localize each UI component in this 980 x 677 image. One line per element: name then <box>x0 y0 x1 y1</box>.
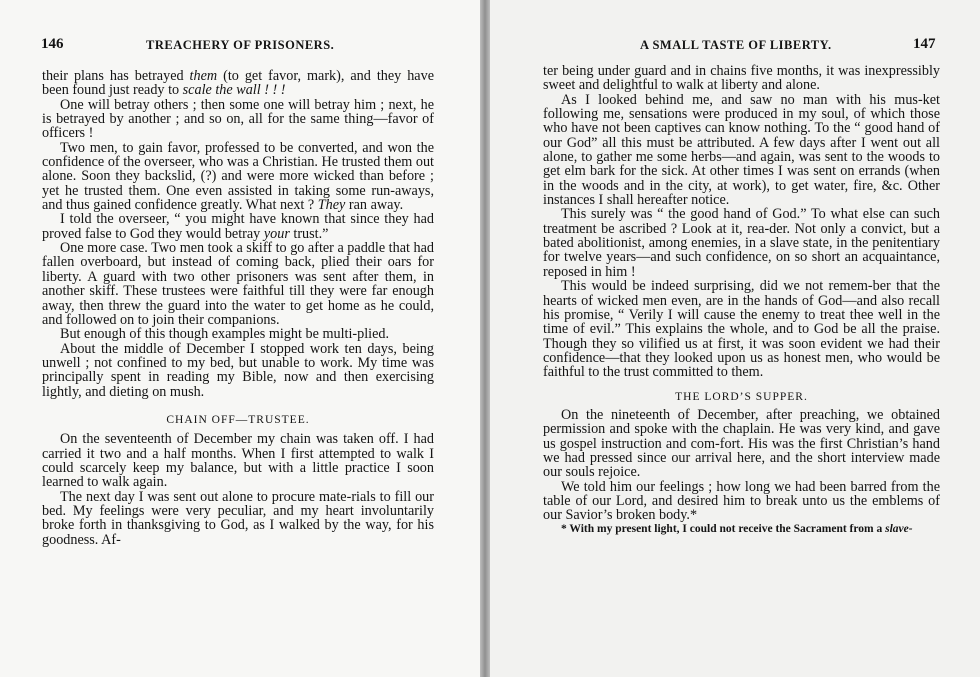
right-page-text <box>543 64 940 536</box>
paragraph: This surely was “ the good hand of God.” To what else can such treatment be ascribed ? Look at it, rea-der. Not only a convict, but a bated abolitionist, among enemies, in a slave state, in the penitentiary for twelve years—and such confidence, on so short an acquaintance, reposed in him ! <box>543 206 940 280</box>
paragraph: This would be indeed surprising, did we not remem-ber that the hearts of wicked men even, are in the hands of God—and also recall his promise, “ Verily I will cause the enemy to treat thee well in the time of evil.” This explains the whole, and to God be all the praise. Though they so vilified us at first, it was soon evident we had their confidence—that they looked upon us as honest men, who would be faithful to the trust committed to them. <box>543 278 940 381</box>
paragraph: On the nineteenth of December, after preaching, we obtained permission and spoke with the chaplain. He was very kind, and gave us gospel instruction and com-fort. His was the first Christian’s hand we had pressed since our arrival here, and the short interview made our souls rejoice. <box>543 406 940 481</box>
paragraph: We told him our feelings ; how long we had been barred from the table of our Lord, and desired him to break unto us the emblems of our Savior’s broken body.* <box>543 478 940 524</box>
paragraph: ter being under guard and in chains five months, it was inexpressibly sweet and delightful to walk at liberty and alone. <box>543 63 940 94</box>
book-gutter <box>480 0 490 677</box>
paragraph: Two men, to gain favor, professed to be converted, and won the confidence of the overseer, who was a Christian. He trusted them out alone. Soon they backslid, (?) and were more wicked than before ; yet he trusted them. One even assisted in taking some run-aways, and thus gained confidence greatly. What next ? They ran away. <box>42 139 434 214</box>
paragraph: One more case. Two men took a skiff to go after a paddle that had fallen overboard, but instead of coming back, plied their oars for liberty. A guard with two other prisoners was sent after them, in another skiff. These trustees were faithful till they were far enough away, then threw the guard into the water to get home as he could, and followed on to join their companions. <box>42 240 434 328</box>
paragraph: their plans has betrayed them (to get favor, mark), and they have been found just ready to scale the wall ! ! ! <box>42 68 434 99</box>
paragraph: But enough of this though examples might be multi-plied. <box>60 326 390 343</box>
running-head-right: A SMALL TASTE OF LIBERTY. <box>640 38 832 52</box>
page-number-left: 146 <box>41 36 64 52</box>
left-page-text <box>42 69 434 547</box>
footnote: * With my present light, I could not receive the Sacrament from a slave- <box>561 522 913 535</box>
paragraph: As I looked behind me, and saw no man with his mus-ket following me, sensations were produced in my soul, of which those who have not been captives can know nothing. To the “ good hand of our God” all this must be attributed. A few days after I went out all alone, to gather me some herbs—and again, was sent to the woods to get elm bark for the sick. At other times I was sent on errands (when in the woods and in the city, at work), to get water, fire, &c. Other instances I shall hereafter notice. <box>543 91 940 209</box>
right-page <box>490 0 980 677</box>
paragraph: About the middle of December I stopped work ten days, being unwell ; not confined to my bed, but unable to work. My time was principally spent in reading my Bible, now and then exercising lightly, and dieting on mush. <box>42 340 434 400</box>
paragraph: The next day I was sent out alone to procure mate-rials to fill our bed. My feelings were very peculiar, and my heart involuntarily broke forth in thanksgiving to God, as I walked by the way, for his goodness. Af- <box>42 488 434 548</box>
paragraph: One will betray others ; then some one will betray him ; next, he is betrayed by another ; and so on, all for the same thing—favor of officers ! <box>42 96 434 142</box>
paragraph: On the seventeenth of December my chain was taken off. I had carried it two and a half months. When I first attempted to walk I could scarcely keep my balance, but with a little practice I soon learned to walk again. <box>42 431 434 491</box>
page-number-right: 147 <box>913 36 936 52</box>
left-page <box>0 0 480 677</box>
paragraph: I told the overseer, “ you might have known that since they had proved false to God they would betray your trust.” <box>42 211 434 242</box>
running-head-left: TREACHERY OF PRISONERS. <box>146 38 335 52</box>
section-heading: THE LORD’S SUPPER. <box>675 390 808 403</box>
section-heading: CHAIN OFF—TRUSTEE. <box>166 413 310 426</box>
